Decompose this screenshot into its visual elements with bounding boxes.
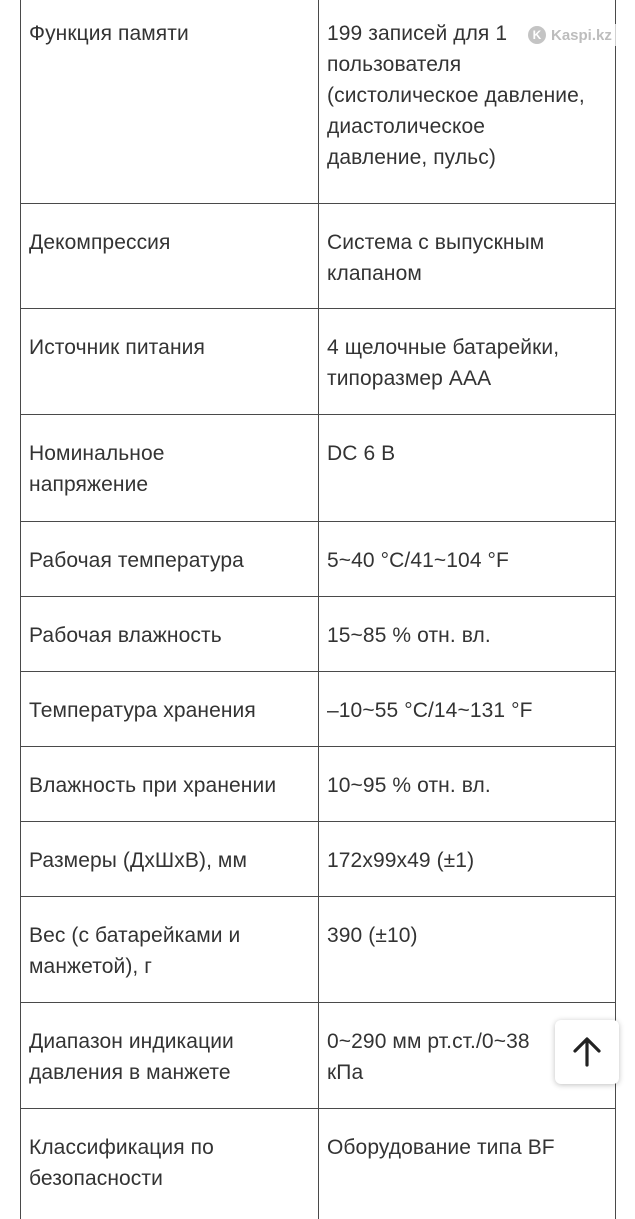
table-row	[21, 822, 616, 897]
arrow-up-icon	[572, 1036, 602, 1068]
spec-value: 10~95 % отн. вл.	[319, 747, 616, 822]
spec-label: Функция памяти	[21, 0, 319, 204]
watermark-text: Kaspi.kz	[551, 26, 612, 44]
spec-label: Декомпрессия	[21, 204, 319, 309]
table-row	[21, 597, 616, 672]
table-row	[21, 415, 616, 522]
spec-label: Источник питания	[21, 309, 319, 415]
spec-value: 390 (±10)	[319, 897, 616, 1003]
spec-value: Оборудование типа BF	[319, 1109, 616, 1219]
table-row	[21, 1109, 616, 1219]
spec-value: 4 щелочные батарейки, типоразмер ААА	[319, 309, 616, 415]
table-row	[21, 204, 616, 309]
table-row	[21, 747, 616, 822]
spec-label: Диапазон индикации давления в манжете	[21, 1003, 319, 1109]
spec-value: 172х99х49 (±1)	[319, 822, 616, 897]
table-row	[21, 897, 616, 1003]
kaspi-watermark	[526, 24, 616, 46]
spec-value: 15~85 % отн. вл.	[319, 597, 616, 672]
spec-label: Температура хранения	[21, 672, 319, 747]
kaspi-logo-icon: K	[528, 26, 546, 44]
spec-value: 5~40 °С/41~104 °F	[319, 522, 616, 597]
table-row	[21, 309, 616, 415]
spec-value: –10~55 °С/14~131 °F	[319, 672, 616, 747]
table-row	[21, 522, 616, 597]
spec-label: Рабочая температура	[21, 522, 319, 597]
spec-value: 199 записей для 1 пользователя (систолическое давление, диастолическое давление, пульс)	[319, 0, 616, 204]
table-row	[21, 1003, 616, 1109]
spec-label: Влажность при хранении	[21, 747, 319, 822]
spec-label: Размеры (ДхШхВ), мм	[21, 822, 319, 897]
spec-label: Номинальное напряжение	[21, 415, 319, 522]
scroll-to-top-button[interactable]	[555, 1020, 619, 1084]
spec-table	[20, 0, 616, 1219]
spec-table-body	[21, 0, 616, 1219]
spec-label: Рабочая влажность	[21, 597, 319, 672]
spec-value: Система с выпускным клапаном	[319, 204, 616, 309]
spec-label: Классификация по безопасности	[21, 1109, 319, 1219]
spec-value: DC 6 В	[319, 415, 616, 522]
spec-label: Вес (с батарейками и манжетой), г	[21, 897, 319, 1003]
table-row	[21, 672, 616, 747]
spec-value: 0~290 мм рт.ст./0~38 кПа	[319, 1003, 616, 1109]
